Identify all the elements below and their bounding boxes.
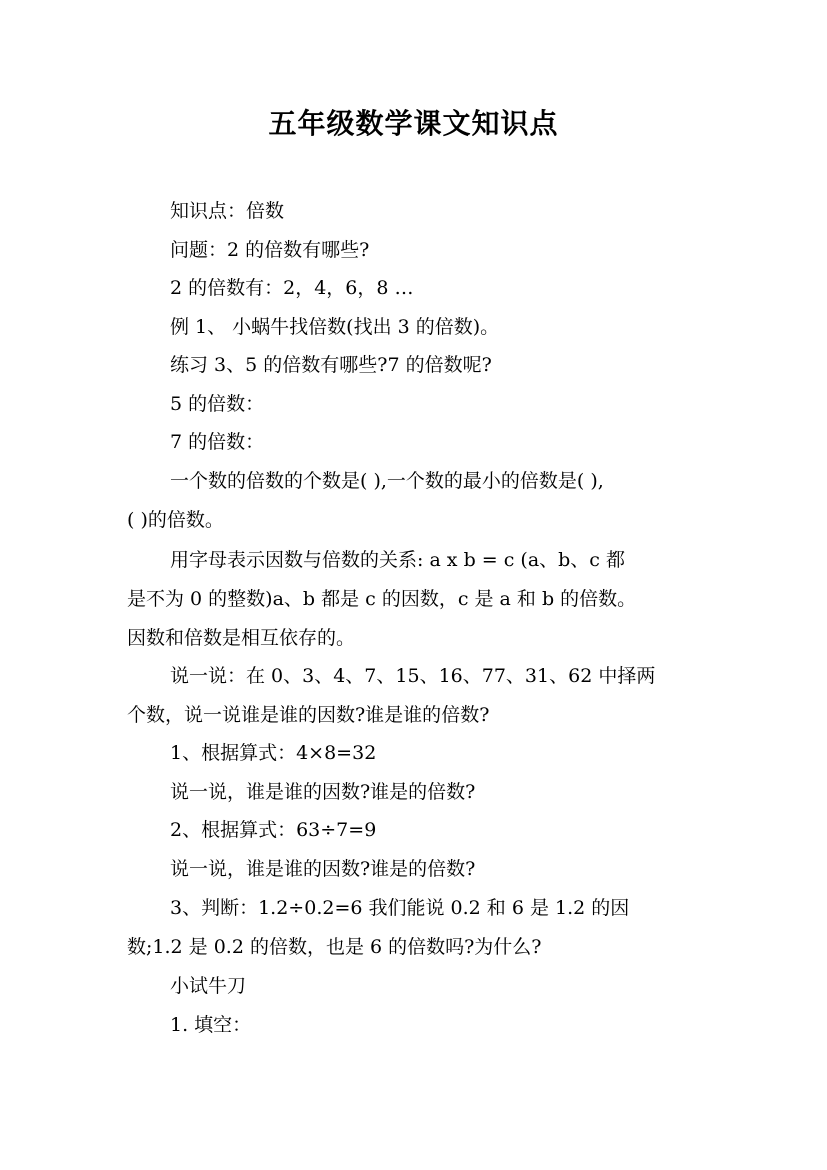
text-line: 说一说，谁是谁的因数?谁是的倍数? [170, 858, 476, 880]
text-line: ( )的倍数。 [127, 509, 224, 531]
text-line: 5 的倍数： [170, 393, 265, 415]
text-line: 1、根据算式：4×8=32 [170, 742, 377, 764]
text-line: 2 的倍数有：2，4，6，8 … [170, 277, 414, 299]
text-line: 例 1、 小蜗牛找倍数(找出 3 的倍数)。 [170, 316, 500, 338]
text-line: 知识点：倍数 [170, 200, 285, 222]
text-line: 练习 3、5 的倍数有哪些?7 的倍数呢? [170, 354, 492, 376]
text-line: 说一说，谁是谁的因数?谁是的倍数? [170, 781, 476, 803]
text-line: 一个数的倍数的个数是( ),一个数的最小的倍数是( ), [170, 470, 604, 492]
text-line: 2、根据算式：63÷7=9 [170, 819, 377, 841]
text-line: 3、判断：1.2÷0.2=6 我们能说 0.2 和 6 是 1.2 的因 [170, 897, 630, 919]
text-line: 是不为 0 的整数)a、b 都是 c 的因数，c 是 a 和 b 的倍数。 [127, 588, 637, 610]
text-line: 7 的倍数： [170, 431, 265, 453]
text-line: 问题：2 的倍数有哪些? [170, 239, 370, 261]
text-line: 用字母表示因数与倍数的关系: a x b = c (a、b、c 都 [170, 549, 625, 571]
text-line: 因数和倍数是相互依存的。 [127, 627, 356, 649]
text-line: 说一说：在 0、3、4、7、15、16、77、31、62 中择两 [170, 665, 656, 687]
text-line: 1. 填空： [170, 1014, 252, 1036]
text-line: 个数，说一说谁是谁的因数?谁是谁的倍数? [127, 704, 490, 726]
text-line: 数;1.2 是 0.2 的倍数，也是 6 的倍数吗?为什么? [127, 936, 542, 958]
document-title: 五年级数学课文知识点 [268, 107, 559, 140]
text-line: 小试牛刀 [170, 975, 247, 997]
